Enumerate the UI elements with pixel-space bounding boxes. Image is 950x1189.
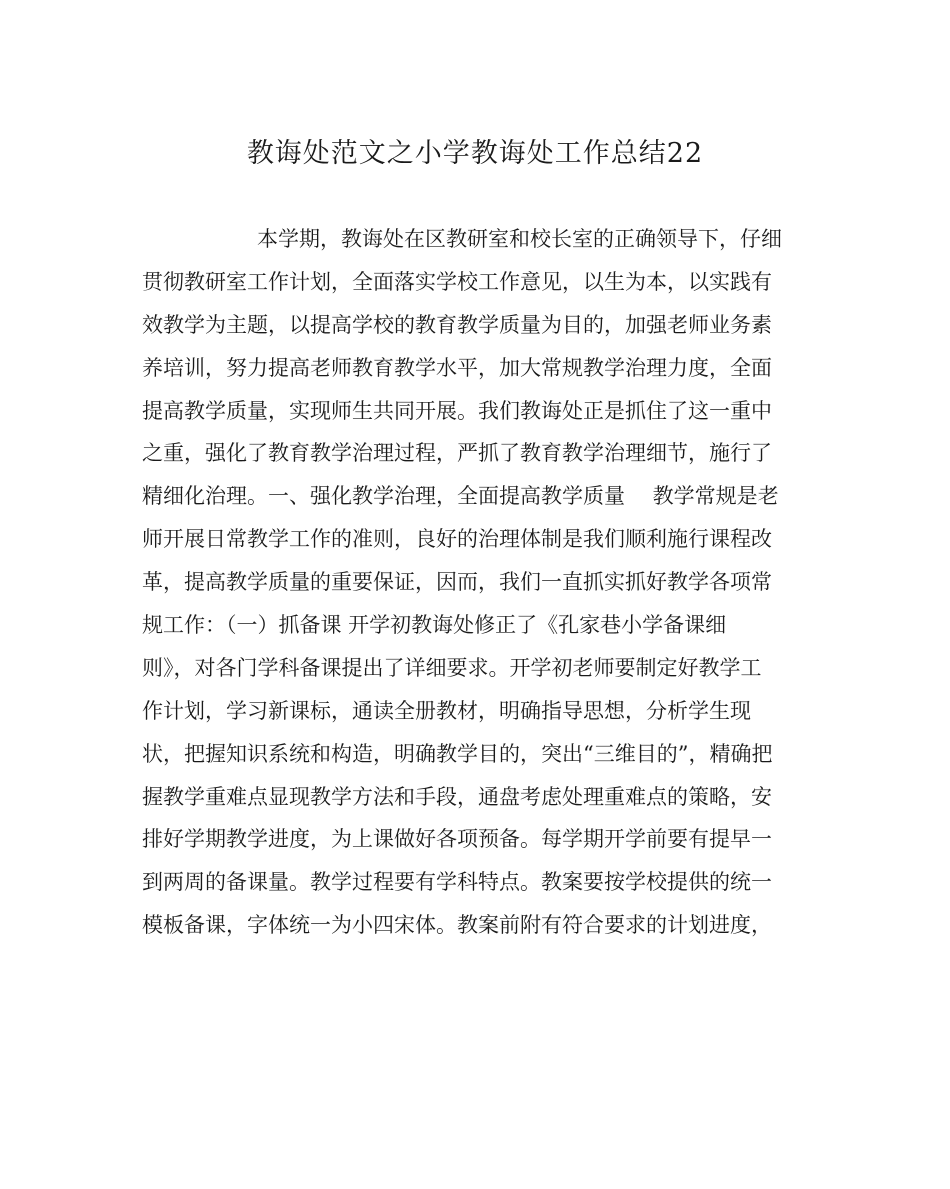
body-line: 本学期，教诲处在区教研室和校长室的正确领导下，仔细 <box>257 227 782 251</box>
body-line: 养培训，努力提高老师教育教学水平，加大常规教学治理力度，全面 <box>142 355 772 380</box>
body-line: 作计划，学习新课标，通读全册教材，明确指导思想，分析学生现 <box>142 698 751 723</box>
body-line: 模板备课，字体统一为小四宋体。教案前附有符合要求的计划进度， <box>142 913 772 938</box>
body-line: 精细化治理。一、强化教学治理，全面提高教学质量 教学常规是老 <box>142 484 779 509</box>
body-line: 则》，对各门学科备课提出了详细要求。开学初老师要制定好教学工 <box>142 655 762 680</box>
body-line: 贯彻教研室工作计划，全面落实学校工作意见，以生为本，以实践有 <box>142 269 772 294</box>
body-line: 之重，强化了教育教学治理过程，严抓了教育教学治理细节，施行了 <box>142 441 772 466</box>
body-line: 师开展日常教学工作的准则，良好的治理体制是我们顺利施行课程改 <box>142 527 772 552</box>
body-line: 革，提高教学质量的重要保证，因而，我们一直抓实抓好教学各项常 <box>142 570 772 595</box>
body-line: 握教学重难点显现教学方法和手段，通盘考虑处理重难点的策略，安 <box>142 784 772 809</box>
document-body <box>142 218 822 947</box>
body-line: 规工作：（一）抓备课 开学初教诲处修正了《孔家巷小学备课细 <box>142 613 727 638</box>
body-line: 效教学为主题，以提高学校的教育教学质量为目的，加强老师业务素 <box>142 312 772 337</box>
document-title: 教诲处范文之小学教诲处工作总结22 <box>246 138 704 169</box>
body-line: 状，把握知识系统和构造，明确教学目的，突出“三维目的”，精确把 <box>142 741 773 766</box>
body-line: 排好学期教学进度，为上课做好各项预备。每学期开学前要有提早一 <box>142 827 772 852</box>
body-line: 到两周的备课量。教学过程要有学科特点。教案要按学校提供的统一 <box>142 870 772 895</box>
body-line: 提高教学质量，实现师生共同开展。我们教诲处正是抓住了这一重中 <box>142 398 772 423</box>
